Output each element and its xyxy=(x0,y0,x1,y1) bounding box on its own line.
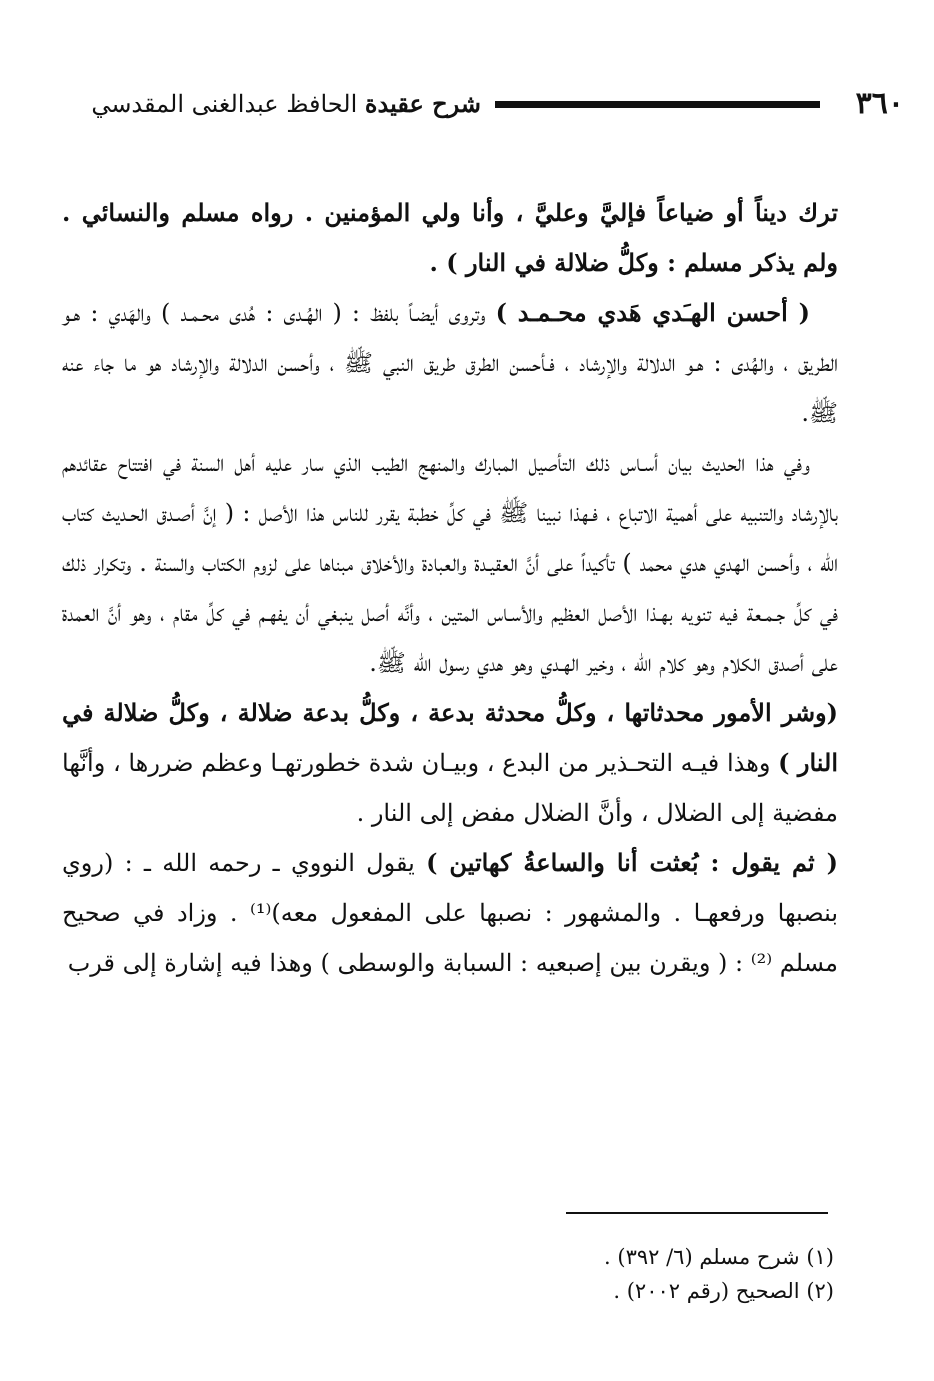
paragraph-1: ترك ديناً أو ضياعاً فإليَّ وعليَّ ، وأنا ولي المؤمنين . رواه مسلم والنسائي . ولم يذكر مسلم : وكلُّ ضلالة في النار ) . xyxy=(62,198,839,277)
paragraph-4 xyxy=(62,688,838,838)
paragraph-4-heading: (وشر الأمور محدثاتها ، وكلُّ محدثة بدعة ، وكلُّ بدعة ضلالة ، وكلُّ ضلالة في النار ) xyxy=(62,698,838,777)
header-rule xyxy=(495,101,820,108)
book-title-rest: الحافظ عبدالغنى المقدسي xyxy=(91,90,358,118)
paragraph-2 xyxy=(62,288,838,438)
footnote-separator xyxy=(566,1212,828,1214)
page-number: ٣٦٠ xyxy=(855,86,904,121)
paragraph-4-text: وهذا فيـه التحـذير من البدع ، وبيـان شدة خطورتهـا وعظم ضررها ، وأنَّها مفضية إلى الضلال ، وأنَّ الضلال مفض إلى النار . xyxy=(62,749,838,827)
paragraph-2-text: وتروى أيضـاً بلفظ : ( الهُـدى : هُدى محـمـد ) والهَدي : هـو الطريق ، والهُدى : هـو الدلالة والإرشاد ، فـأحسن الطرق طريق النبي ﷺ ، وأحسن الدلالة والإرشاد هو ما جاء عنه ﷺ. xyxy=(62,299,838,427)
body-text xyxy=(62,188,838,988)
book-title xyxy=(91,89,481,118)
paragraph-5-text: يقول النووي ـ رحمه الله ـ : (روي بنصبها ورفعهـا . والمشهور : نصبها على المفعول معه)⁽¹⁾ . وزاد في صحيح مسلم ⁽²⁾ : ( ويقرن بين إصبعيه : السبابة والوسطى ) وهذا فيه إشارة إلى قرب xyxy=(62,849,838,977)
paragraph-5 xyxy=(62,838,838,988)
paragraph-3: وفي هذا الحديث بيان أسـاس ذلك التأصيل المبارك والمنهج الطيب الذي سار عليه أهل السنة في افتتاح عقائدهم بالإرشاد والتنبيه على أهمية الاتباع ، فـهذا نبينا ﷺ في كلِّ خطبة يقرر للناس هذا الأصل : ( إنَّ أصـدق الحـديث كتاب الله ، وأحسن الهدي هدي محمد ) تأكيداً على أنَّ العقيـدة والعبادة والأخلاق مبناها على لزوم الكتاب والسنة . وتكرار ذلك في كلِّ جـمـعة فيه تنويه بهـذا الأصل العظيم والأسـاس المتين ، وأنَّه أصل ينبغي أن يفهـم في كلِّ مقام ، وهو أنَّ العمدة على أصدق الكلام وهو كلام الله ، وخير الهـدي وهو هدي رسول الله ﷺ. xyxy=(62,449,838,677)
paragraph-2-heading: ( أحسن الهـَدي هَدي محـمـد ) xyxy=(495,298,810,327)
footnote-1: (١) شرح مسلم (٦/ ٣٩٢) . xyxy=(604,1245,834,1269)
paragraph-5-heading: ( ثم يقول : بُعثت أنا والساعةُ كهاتين ) xyxy=(426,848,838,877)
footnote-2: (٢) الصحيح (رقم ٢٠٠٢) . xyxy=(613,1279,834,1303)
footnotes xyxy=(62,1240,834,1308)
running-header xyxy=(30,84,904,124)
book-title-bold: شرح عقيدة xyxy=(364,89,481,118)
